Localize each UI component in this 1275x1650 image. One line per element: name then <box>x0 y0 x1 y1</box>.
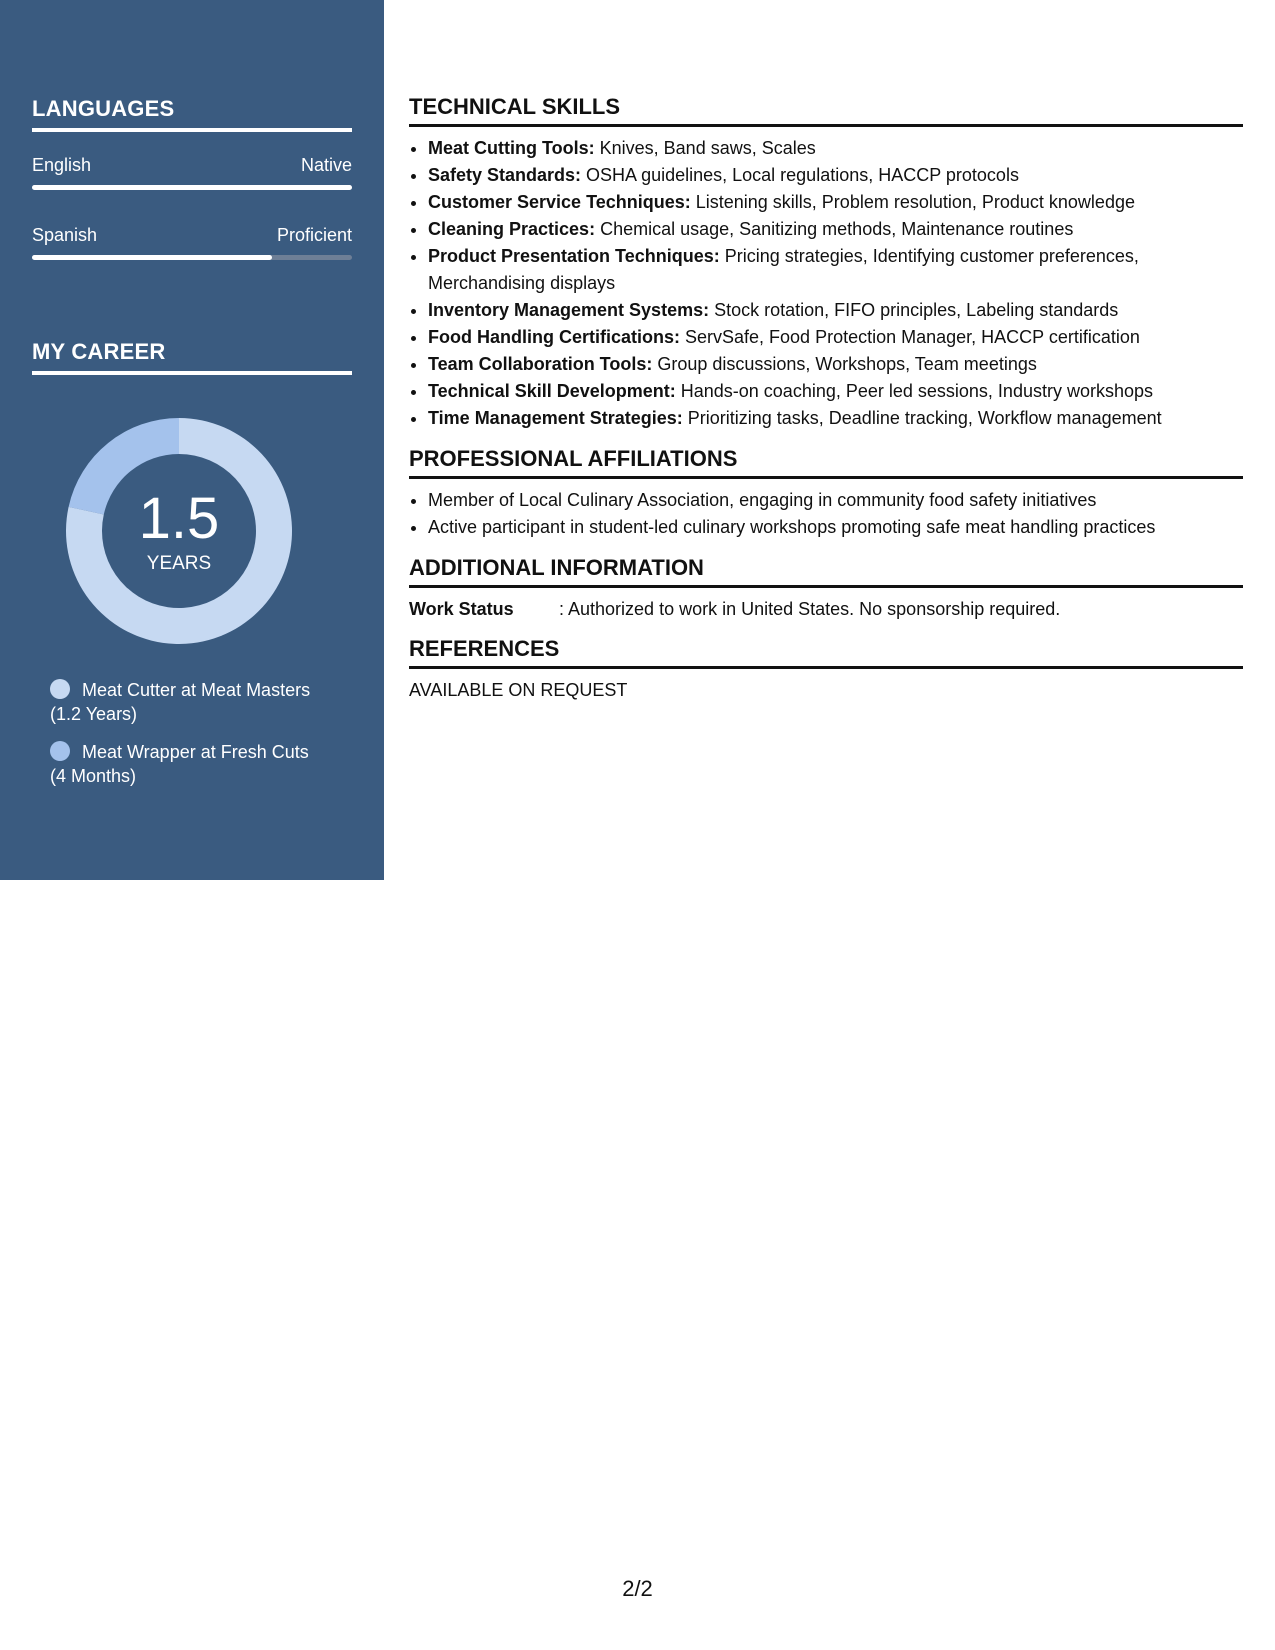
skill-item <box>428 162 1243 189</box>
references-text: AVAILABLE ON REQUEST <box>409 680 628 700</box>
skill-label: Time Management Strategies: <box>428 408 683 428</box>
skill-item <box>428 243 1243 297</box>
language-level: Proficient <box>276 225 352 245</box>
affiliations-heading: PROFESSIONAL AFFILIATIONS <box>409 446 1243 479</box>
career-item <box>50 678 350 726</box>
sidebar <box>0 0 384 880</box>
career-total-value: 1.5 <box>138 486 220 551</box>
work-status-value: : Authorized to work in United States. No sponsorship required. <box>559 599 1061 619</box>
skill-text: Group discussions, Workshops, Team meetings <box>652 354 1037 374</box>
language-level: Native <box>300 155 352 175</box>
skill-text: Hands-on coaching, Peer led sessions, Industry workshops <box>675 381 1153 401</box>
skill-item <box>428 378 1243 405</box>
career-item-duration: (1.2 Years) <box>50 704 138 724</box>
skill-text: Pricing strategies, Identifying customer preferences, Merchandising displays <box>428 246 1139 293</box>
technical-skills-list <box>409 135 1243 432</box>
career-item <box>50 740 350 788</box>
skill-label: Technical Skill Development: <box>428 381 676 401</box>
skill-label: Customer Service Techniques: <box>428 192 691 212</box>
languages-section <box>32 96 352 132</box>
career-total <box>66 418 292 644</box>
skill-item <box>428 135 1243 162</box>
skill-text: Listening skills, Problem resolution, Product knowledge <box>690 192 1135 212</box>
skill-item <box>428 405 1243 432</box>
skill-text: Stock rotation, FIFO principles, Labeling standards <box>709 300 1119 320</box>
language-proficiency-bar <box>32 185 352 190</box>
affiliation-item: • Active participant in student-led culinary workshops promoting safe meat handling practices <box>428 514 1243 541</box>
page-number: 2/2 <box>622 1576 653 1601</box>
language-name: English <box>32 155 92 175</box>
skill-label: Safety Standards: <box>428 165 582 185</box>
career-total-unit: YEARS <box>146 553 212 574</box>
main-content <box>409 94 1243 703</box>
career-heading: MY CAREER <box>32 339 352 375</box>
skill-label: Meat Cutting Tools: <box>428 138 595 158</box>
additional-info-heading: ADDITIONAL INFORMATION <box>409 555 1243 588</box>
affiliations-list <box>409 487 1243 541</box>
affiliation-item: • Member of Local Culinary Association, engaging in community food safety initiatives <box>428 487 1243 514</box>
skill-text: Prioritizing tasks, Deadline tracking, Workflow management <box>682 408 1162 428</box>
career-section <box>32 339 352 375</box>
references-heading: REFERENCES <box>409 636 1243 669</box>
skill-text: ServSafe, Food Protection Manager, HACCP certification <box>680 327 1140 347</box>
skill-item <box>428 189 1243 216</box>
skill-item <box>428 324 1243 351</box>
language-item-spanish <box>32 225 352 260</box>
skill-item <box>428 216 1243 243</box>
career-item-duration: (4 Months) <box>50 766 137 786</box>
language-proficiency-fill <box>32 185 352 190</box>
skill-label: Inventory Management Systems: <box>428 300 710 320</box>
skill-label: Cleaning Practices: <box>428 219 596 239</box>
language-proficiency-bar <box>32 255 352 260</box>
skill-label: Product Presentation Techniques: <box>428 246 720 266</box>
languages-heading: LANGUAGES <box>32 96 352 132</box>
skill-item <box>428 297 1243 324</box>
work-status-row <box>409 596 1243 622</box>
career-legend-dot <box>50 741 70 761</box>
language-item-english <box>32 155 352 190</box>
skill-text: OSHA guidelines, Local regulations, HACCP protocols <box>581 165 1019 185</box>
language-name: Spanish <box>32 225 98 245</box>
skill-text: Chemical usage, Sanitizing methods, Maintenance routines <box>595 219 1074 239</box>
work-status-label: Work Status <box>409 599 514 619</box>
career-item-title: Meat Cutter at Meat Masters <box>82 680 311 700</box>
technical-skills-heading: TECHNICAL SKILLS <box>409 94 1243 127</box>
career-legend-dot <box>50 679 70 699</box>
language-proficiency-fill <box>32 255 272 260</box>
skill-item <box>428 351 1243 378</box>
skill-label: Food Handling Certifications: <box>428 327 680 347</box>
skill-label: Team Collaboration Tools: <box>428 354 653 374</box>
skill-text: Knives, Band saws, Scales <box>594 138 816 158</box>
career-item-title: Meat Wrapper at Fresh Cuts <box>82 742 309 762</box>
